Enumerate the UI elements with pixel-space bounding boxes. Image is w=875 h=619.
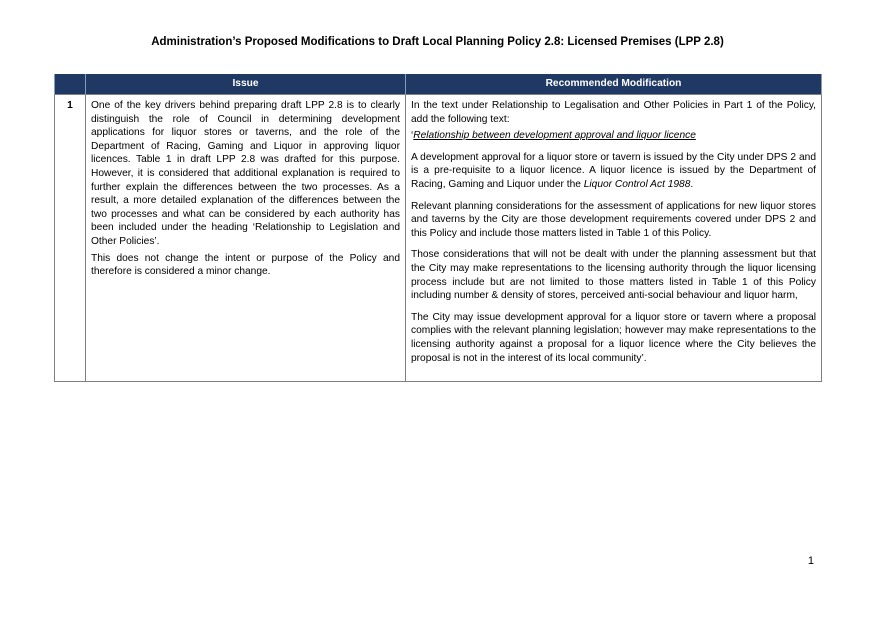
modification-heading-line <box>411 129 816 143</box>
header-number <box>55 74 86 95</box>
row-number: 1 <box>55 95 86 382</box>
modification-heading: Relationship between development approval and liquor licence <box>413 130 696 142</box>
opening-quote: ‘ <box>411 130 414 142</box>
modification-cell <box>406 95 822 382</box>
issue-paragraph: This does not change the intent or purpose of the Policy and therefore is considered a minor change. <box>91 252 400 278</box>
modifications-table <box>54 74 822 382</box>
modification-paragraph <box>411 151 816 192</box>
document-title: Administration’s Proposed Modifications to Draft Local Planning Policy 2.8: Licensed Premises (LPP 2.8) <box>151 36 724 48</box>
modification-paragraph: Relevant planning considerations for the assessment of applications for new liquor stores and taverns by the City are those development requirements covered under DPS 2 and this Policy and include those matters listed in Table 1 of this Policy. <box>411 200 816 239</box>
paragraph-text: A development approval for a liquor store or tavern is issued by the City under DPS 2 and is a pre-requisite to a liquor licence. A liquor licence is issued by the Department of Racing, Gaming and Liquor under the <box>411 151 816 190</box>
issue-paragraph: One of the key drivers behind preparing draft LPP 2.8 is to clearly distinguish the role of Council in determining development applications for liquor stores or taverns, and the role of the Department of Racing, Gaming and Liquor in approving liquor licences. Table 1 in draft LPP 2.8 was drafted for this purpose. However, it is considered that additional explanation is required to further explain the differences between the two processes. As a result, a more detailed explanation of the differences between the two processes and what can be considered by each authority has been included under the heading ‘Relationship to Legislation and Other Policies’. <box>91 100 400 247</box>
table-row <box>55 95 822 382</box>
modification-paragraph: The City may issue development approval for a liquor store or tavern where a proposal complies with the relevant planning legislation; however may make representations to the licensing authority against a proposal for a liquor licence where the City believes the proposal is not in the interest of its local community’. <box>411 311 816 364</box>
header-issue: Issue <box>86 74 406 95</box>
modification-paragraph: Those considerations that will not be dealt with under the planning assessment but that the City may make representations to the licensing authority through the liquor licensing process include but are not limited to those matters listed in Table 1 of this Policy including number & density of stores, perceived anti-social behaviour and liquor harm, <box>411 249 816 302</box>
act-title: Liquor Control Act 1988 <box>583 178 691 190</box>
table-header-row <box>55 74 822 95</box>
modification-intro: In the text under Relationship to Legalisation and Other Policies in Part 1 of the Policy, add the following text: <box>411 100 816 125</box>
header-recommended-modification: Recommended Modification <box>406 74 822 95</box>
page-number: 1 <box>807 555 814 567</box>
issue-cell <box>86 95 406 382</box>
paragraph-end: . <box>690 178 694 190</box>
